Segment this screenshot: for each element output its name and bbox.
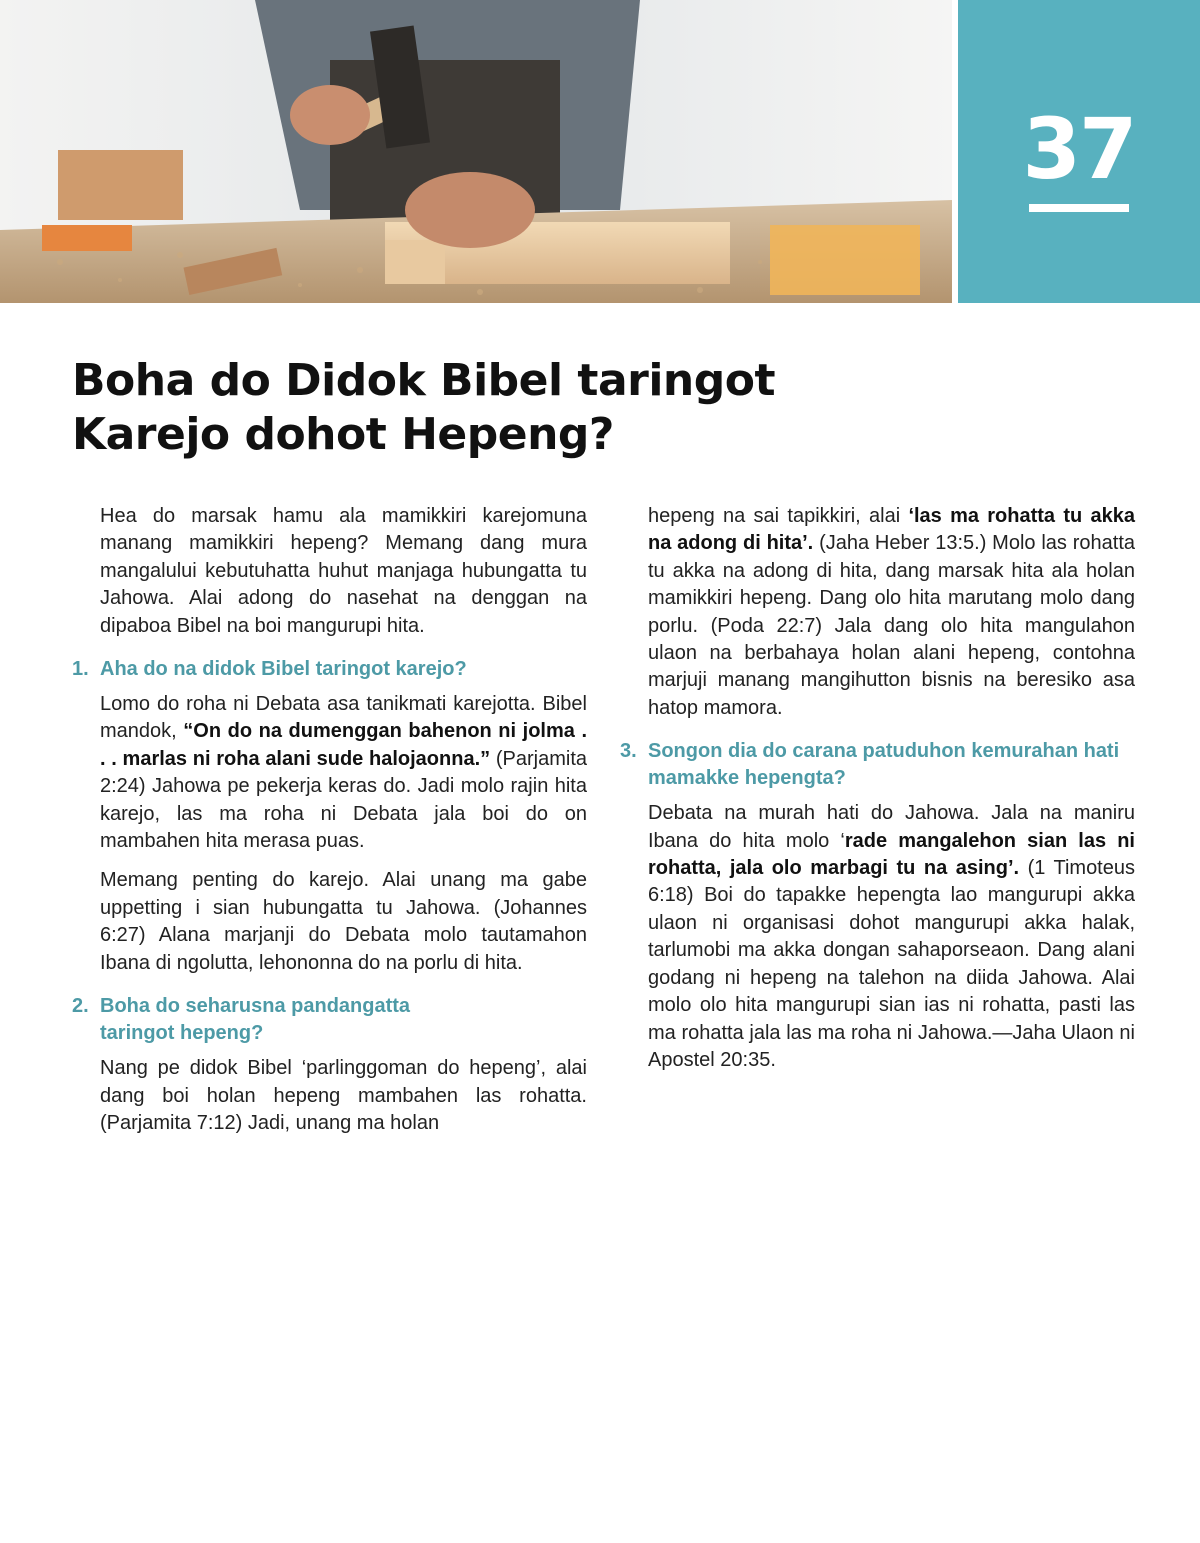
carpenter-hammering-wood-photo-icon bbox=[0, 0, 952, 303]
lesson-number: 37 bbox=[1022, 100, 1136, 198]
question-number: 1. bbox=[72, 658, 89, 681]
left-column bbox=[72, 503, 587, 1149]
section-2-paragraph-1 bbox=[100, 1055, 587, 1137]
text-run: Nang pe didok Bibel ‘parlinggoman do hepeng’, alai dang boi holan hepeng mambahen las rohatta. (Parjamita 7:12) Jadi, unang ma holan bbox=[100, 1057, 587, 1134]
text-run: Lomo do roha ni Debata asa tanikmati karejotta. Bibel mandok, bbox=[100, 693, 587, 743]
question-text: Boha do seharusna pandangatta taringot hepeng? bbox=[100, 995, 411, 1045]
section-1-paragraph-1 bbox=[100, 691, 587, 855]
page-title-line-1: Boha do Didok Bibel taringot bbox=[72, 355, 775, 406]
question-number: 3. bbox=[620, 740, 637, 763]
text-run: Debata na murah hati do Jahowa. Jala na maniru Ibana do hita molo ‘ bbox=[648, 802, 1135, 852]
question-heading-3 bbox=[620, 738, 1135, 792]
bold-scripture-quote: “On do na dumenggan bahenon ni jolma . . . marlas ni roha alani sude halojaonna.” bbox=[100, 720, 588, 770]
section-3-paragraph-1 bbox=[648, 800, 1135, 1074]
hero-photo bbox=[0, 0, 952, 303]
text-run: (1 Timoteus 6:18) Boi do tapakke hepengta lao mangurupi akka ulaon ni organisasi dohot mangurupi akka halak, tarlumobi ma akka dongan sahaporseaon. Dang alani godang ni hepeng na talehon na diida Jahowa. Alai molo olo hita mangurupi sian ias ni rohatta, pasti las ma rohatta jala las ma roha ni Jahowa.—Jaha Ulaon ni Apostel 20:35. bbox=[648, 857, 1135, 1071]
bold-scripture-quote: rade mangalehon sian las ni rohatta, jala olo marbagi tu na asing’. bbox=[648, 829, 1135, 880]
right-column-flow bbox=[620, 503, 1135, 1086]
text-run: (Parjamita 2:24) Jahowa pe pekerja keras do. Jadi molo rajin hita karejo, las ma roha ni Debata jala boi do on mambahen hita merasa puas. bbox=[100, 747, 587, 853]
lesson-number-underline bbox=[1029, 204, 1129, 212]
question-text: Songon dia do carana patuduhon kemurahan hati mamakke hepengta? bbox=[648, 740, 1120, 790]
question-text: Aha do na didok Bibel taringot karejo? bbox=[100, 658, 467, 681]
lesson-number-box bbox=[958, 0, 1200, 303]
bold-scripture-quote: ‘las ma rohatta tu akka na adong di hita’. bbox=[648, 505, 1135, 555]
page-title bbox=[72, 354, 892, 462]
question-heading-1 bbox=[72, 656, 587, 683]
text-run: hepeng na sai tapikkiri, alai bbox=[648, 505, 909, 527]
section-2-paragraph-1-continued bbox=[648, 503, 1135, 722]
question-number: 2. bbox=[72, 995, 89, 1018]
section-1-paragraph-2: Memang penting do karejo. Alai unang ma gabe uppetting i sian hubungatta tu Jahowa. (Johannes 6:27) Alana marjanji do Debata molo tautamahon Ibana di ngolutta, lehononna do na porlu di hita. bbox=[100, 869, 587, 974]
question-heading-2 bbox=[72, 993, 587, 1047]
text-run: (Jaha Heber 13:5.) Molo las rohatta tu akka na adong di hita, dang marsak hita ala holan mamikkiri hepeng. Dang olo hita marutang molo dang porlu. (Poda 22:7) Jala dang olo hita mangulahon ulaon na berbahaya holan alani hepeng, contohna marjuji manang mangihutton bisnis na beresiko asa hatop mamora. bbox=[648, 532, 1135, 719]
intro-paragraph: Hea do marsak hamu ala mamikkiri karejomuna manang mamikkiri hepeng? Memang dang mura mangalului kebutuhatta huhut manjaga hubungatta tu Jahowa. Alai adong do nasehat na denggan na dipaboa Bibel na boi mangurupi hita. bbox=[100, 505, 587, 637]
page-title-line-2: Karejo dohot Hepeng? bbox=[72, 409, 614, 460]
